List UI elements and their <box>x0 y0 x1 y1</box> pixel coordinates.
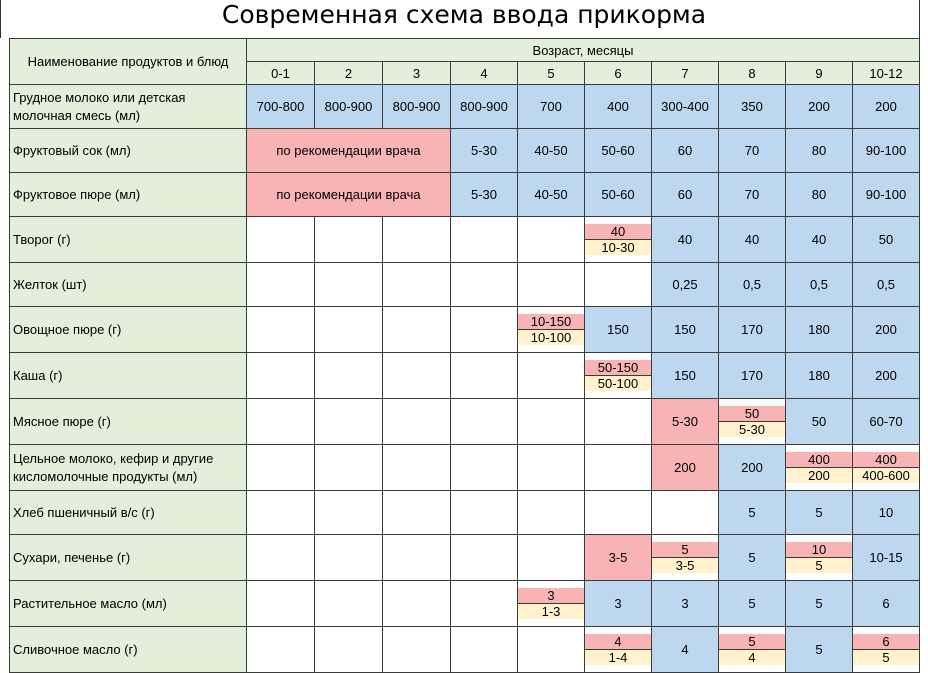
split-cell <box>719 627 786 673</box>
row-label: Каша (г) <box>10 353 247 399</box>
empty-cell <box>585 263 652 307</box>
empty-cell <box>247 627 315 673</box>
empty-cell <box>247 263 315 307</box>
trial-value: 200 <box>786 468 852 483</box>
trial-value: 5 <box>853 650 919 665</box>
empty-cell <box>518 627 585 673</box>
row-label: Сливочное масло (г) <box>10 627 247 673</box>
value-cell: 5 <box>786 491 853 535</box>
start-value: 50 <box>719 406 785 422</box>
value-cell: 170 <box>719 307 786 353</box>
empty-cell <box>383 307 451 353</box>
empty-cell <box>451 445 518 491</box>
empty-cell <box>585 491 652 535</box>
table-row <box>10 173 920 217</box>
value-cell: 4 <box>652 627 719 673</box>
empty-cell <box>315 353 383 399</box>
trial-value: 50-100 <box>585 376 651 391</box>
age-cell: 2 <box>315 62 383 85</box>
table-row <box>10 217 920 263</box>
value-cell: 40-50 <box>518 129 585 173</box>
empty-cell <box>451 399 518 445</box>
value-cell: 0,25 <box>652 263 719 307</box>
row-label: Овощное пюре (г) <box>10 307 247 353</box>
row-label: Цельное молоко, кефир и другие кисломолочные продукты (мл) <box>10 445 247 491</box>
value-cell: 5-30 <box>451 173 518 217</box>
empty-cell <box>315 581 383 627</box>
empty-cell <box>518 535 585 581</box>
value-cell: 5 <box>786 581 853 627</box>
trial-value: 4 <box>719 650 785 665</box>
value-cell: 60 <box>652 173 719 217</box>
start-value: 4 <box>585 634 651 650</box>
empty-cell <box>247 581 315 627</box>
doctor-note: по рекомендации врача <box>247 173 451 217</box>
split-cell <box>853 627 920 673</box>
value-cell: 70 <box>719 173 786 217</box>
value-cell: 5 <box>786 627 853 673</box>
trial-value: 10-30 <box>585 240 651 255</box>
table-row <box>10 399 920 445</box>
age-cell: 6 <box>585 62 652 85</box>
empty-cell <box>247 399 315 445</box>
empty-cell <box>451 217 518 263</box>
page-title: Современная схема ввода прикорма <box>221 0 707 29</box>
empty-cell <box>315 263 383 307</box>
empty-cell <box>652 491 719 535</box>
split-cell <box>652 535 719 581</box>
age-cell: 4 <box>451 62 518 85</box>
value-cell: 40 <box>652 217 719 263</box>
value-cell: 5 <box>719 581 786 627</box>
value-cell: 90-100 <box>853 173 920 217</box>
empty-cell <box>315 535 383 581</box>
value-cell: 70 <box>719 129 786 173</box>
empty-cell <box>315 307 383 353</box>
empty-cell <box>247 307 315 353</box>
trial-value: 5 <box>786 558 852 573</box>
start-value: 6 <box>853 634 919 650</box>
value-cell: 80 <box>786 129 853 173</box>
empty-cell <box>315 399 383 445</box>
table-row <box>10 85 920 129</box>
row-label: Грудное молоко или детская молочная смесь (мл) <box>10 85 247 129</box>
empty-cell <box>315 445 383 491</box>
doctor-note: по рекомендации врача <box>247 129 451 173</box>
empty-cell <box>247 217 315 263</box>
start-value: 400 <box>853 452 919 468</box>
empty-cell <box>247 491 315 535</box>
value-cell: 60 <box>652 129 719 173</box>
split-cell <box>518 307 585 353</box>
trial-value: 3-5 <box>652 558 718 573</box>
empty-cell <box>518 263 585 307</box>
value-cell: 150 <box>585 307 652 353</box>
value-cell: 5 <box>719 535 786 581</box>
empty-cell <box>585 445 652 491</box>
table-row <box>10 307 920 353</box>
trial-value: 5-30 <box>719 422 785 437</box>
split-cell <box>585 217 652 263</box>
value-cell: 200 <box>786 85 853 129</box>
age-cell: 3 <box>383 62 451 85</box>
empty-cell <box>451 353 518 399</box>
empty-cell <box>383 263 451 307</box>
value-cell: 200 <box>853 307 920 353</box>
empty-cell <box>451 491 518 535</box>
start-value: 40 <box>585 224 651 240</box>
feeding-table <box>9 38 920 673</box>
empty-cell <box>383 217 451 263</box>
value-cell: 350 <box>719 85 786 129</box>
split-cell <box>719 399 786 445</box>
value-cell: 0,5 <box>719 263 786 307</box>
start-value: 200 <box>652 445 719 491</box>
empty-cell <box>383 491 451 535</box>
empty-cell <box>383 445 451 491</box>
split-cell <box>853 445 920 491</box>
value-cell: 800-900 <box>383 85 451 129</box>
empty-cell <box>315 491 383 535</box>
empty-cell <box>585 399 652 445</box>
table-row <box>10 491 920 535</box>
value-cell: 80 <box>786 173 853 217</box>
empty-cell <box>518 217 585 263</box>
value-cell: 40 <box>786 217 853 263</box>
value-cell: 50-60 <box>585 129 652 173</box>
row-label: Хлеб пшеничный в/с (г) <box>10 491 247 535</box>
value-cell: 90-100 <box>853 129 920 173</box>
row-label: Растительное масло (мл) <box>10 581 247 627</box>
start-value: 5-30 <box>652 399 719 445</box>
value-cell: 40-50 <box>518 173 585 217</box>
age-cell: 0-1 <box>247 62 315 85</box>
empty-cell <box>518 399 585 445</box>
value-cell: 800-900 <box>451 85 518 129</box>
trial-value: 1-3 <box>518 604 584 619</box>
value-cell: 700 <box>518 85 585 129</box>
trial-value: 1-4 <box>585 650 651 665</box>
value-cell: 150 <box>652 307 719 353</box>
value-cell: 50 <box>786 399 853 445</box>
table-row <box>10 353 920 399</box>
start-value: 5 <box>652 542 718 558</box>
empty-cell <box>518 491 585 535</box>
empty-cell <box>383 535 451 581</box>
row-label: Мясное пюре (г) <box>10 399 247 445</box>
value-cell: 180 <box>786 307 853 353</box>
split-cell <box>585 353 652 399</box>
empty-cell <box>383 581 451 627</box>
split-cell <box>518 581 585 627</box>
table-row <box>10 627 920 673</box>
value-cell: 6 <box>853 581 920 627</box>
value-cell: 50 <box>853 217 920 263</box>
start-value: 10-150 <box>518 314 584 330</box>
start-value: 3 <box>518 588 584 604</box>
empty-cell <box>383 399 451 445</box>
value-cell: 200 <box>853 353 920 399</box>
empty-cell <box>247 353 315 399</box>
row-label: Сухари, печенье (г) <box>10 535 247 581</box>
product-header: Наименование продуктов и блюд <box>10 39 247 85</box>
value-cell: 200 <box>719 445 786 491</box>
value-cell: 3 <box>652 581 719 627</box>
empty-cell <box>315 627 383 673</box>
split-cell <box>786 535 853 581</box>
empty-cell <box>315 217 383 263</box>
trial-value: 400-600 <box>853 468 919 483</box>
value-cell: 10-15 <box>853 535 920 581</box>
age-header: Возраст, месяцы <box>247 39 920 62</box>
empty-cell <box>518 353 585 399</box>
row-label: Творог (г) <box>10 217 247 263</box>
value-cell: 700-800 <box>247 85 315 129</box>
empty-cell <box>383 353 451 399</box>
start-value: 5 <box>719 634 785 650</box>
value-cell: 0,5 <box>853 263 920 307</box>
value-cell: 200 <box>853 85 920 129</box>
empty-cell <box>451 581 518 627</box>
empty-cell <box>451 535 518 581</box>
value-cell: 180 <box>786 353 853 399</box>
empty-cell <box>451 627 518 673</box>
value-cell: 5-30 <box>451 129 518 173</box>
row-label: Желток (шт) <box>10 263 247 307</box>
split-cell <box>786 445 853 491</box>
age-cell: 10-12 <box>853 62 920 85</box>
empty-cell <box>518 445 585 491</box>
value-cell: 50-60 <box>585 173 652 217</box>
empty-cell <box>247 535 315 581</box>
value-cell: 60-70 <box>853 399 920 445</box>
value-cell: 0,5 <box>786 263 853 307</box>
empty-cell <box>383 627 451 673</box>
start-value: 10 <box>786 542 852 558</box>
table-row <box>10 445 920 491</box>
value-cell: 170 <box>719 353 786 399</box>
value-cell: 40 <box>719 217 786 263</box>
value-cell: 150 <box>652 353 719 399</box>
trial-value: 10-100 <box>518 330 584 345</box>
split-cell <box>585 627 652 673</box>
age-cell: 8 <box>719 62 786 85</box>
value-cell: 5 <box>719 491 786 535</box>
start-value: 50-150 <box>585 360 651 376</box>
table-row <box>10 263 920 307</box>
empty-cell <box>451 263 518 307</box>
age-cell: 5 <box>518 62 585 85</box>
row-label: Фруктовое пюре (мл) <box>10 173 247 217</box>
value-cell: 300-400 <box>652 85 719 129</box>
empty-cell <box>247 445 315 491</box>
start-value: 400 <box>786 452 852 468</box>
value-cell: 400 <box>585 85 652 129</box>
value-cell: 3 <box>585 581 652 627</box>
empty-cell <box>451 307 518 353</box>
table-row <box>10 129 920 173</box>
value-cell: 10 <box>853 491 920 535</box>
value-cell: 800-900 <box>315 85 383 129</box>
age-cell: 9 <box>786 62 853 85</box>
table-row <box>10 581 920 627</box>
age-cell: 7 <box>652 62 719 85</box>
table-row <box>10 535 920 581</box>
row-label: Фруктовый сок (мл) <box>10 129 247 173</box>
start-value: 3-5 <box>585 535 652 581</box>
